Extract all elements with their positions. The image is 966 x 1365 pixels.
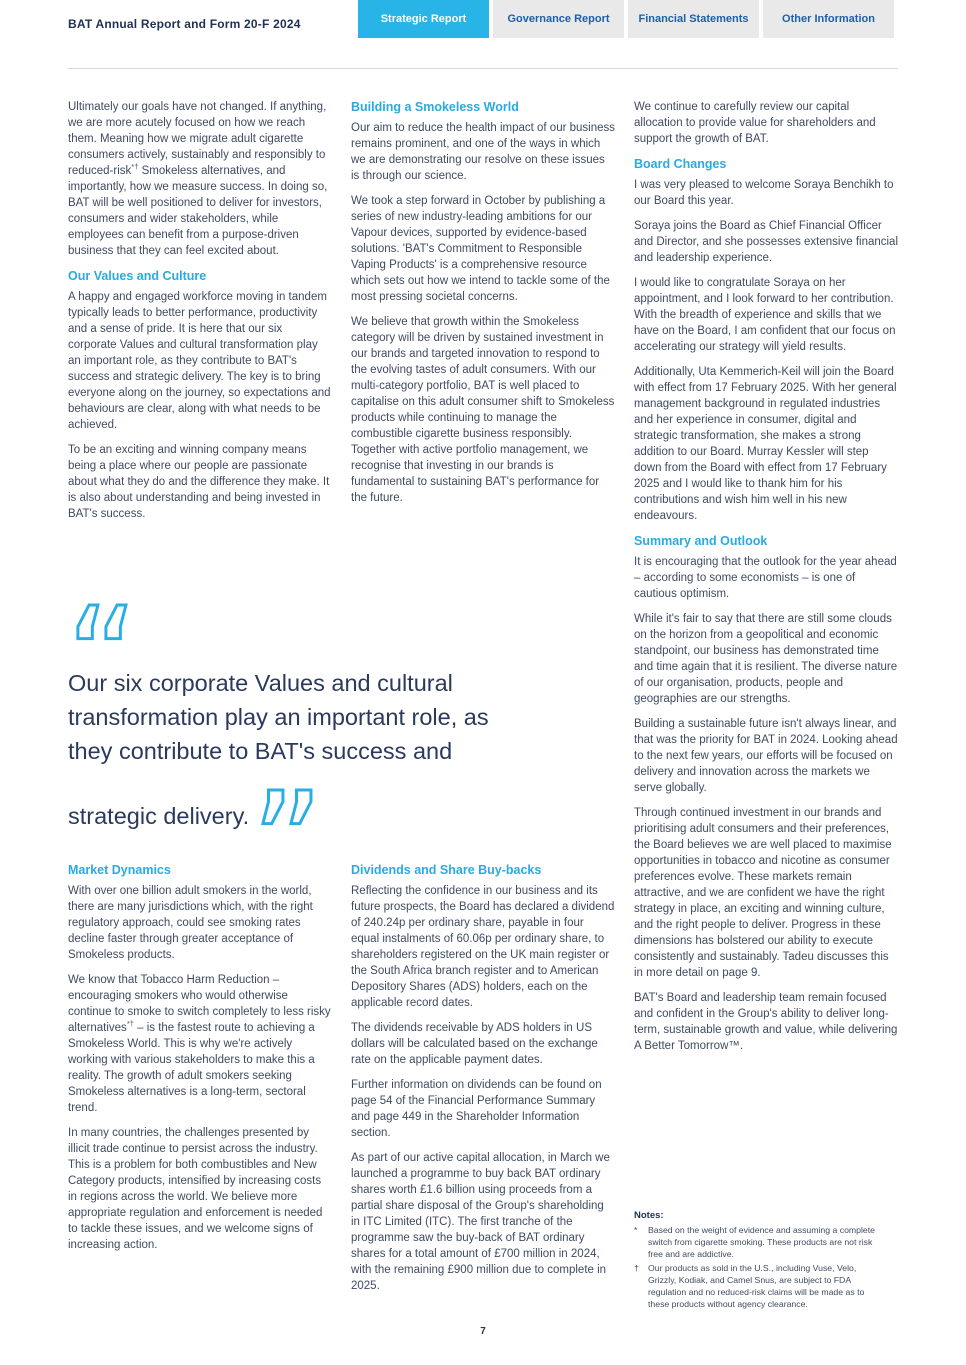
column-2-bottom — [351, 862, 615, 1303]
market-paragraph-2 — [68, 972, 332, 1116]
tab-financial-statements[interactable]: Financial Statements — [628, 0, 759, 38]
summary-paragraph-2: While it's fair to say that there are still some clouds on the horizon from a geopolitical and economic standpoint, our business has demonstrated time and time again that it is resilient. The diverse nature of our organisation, products, people and geographies are our strengths. — [634, 613, 898, 705]
note-item — [634, 1224, 886, 1260]
heading-summary-and-outlook: Summary and Outlook — [634, 534, 768, 548]
column-1-bottom — [68, 862, 332, 1262]
svg-text:”: ” — [251, 763, 324, 926]
report-title: BAT Annual Report and Form 20-F 2024 — [68, 17, 301, 31]
capital-paragraph: We continue to carefully review our capital allocation to provide value for shareholders and support the growth of BAT. — [634, 101, 876, 145]
smokeless-paragraph-1: Our aim to reduce the health impact of our business remains prominent, and one of the ways in which we are demonstrating our resolve on these issues is through our science. — [351, 122, 616, 182]
note-marker: † — [634, 1263, 639, 1273]
heading-our-values-and-culture: Our Values and Culture — [68, 269, 207, 283]
column-2-top — [351, 99, 615, 515]
values-paragraph-1: A happy and engaged workforce moving in tandem typically leads to better performance, productivity and a sense of pride. It is here that our six corporate Values and cultural transformation play an important role, as they contribute to BAT's success and strategic delivery. The key is to bring everyone along on the journey, so expectations and behaviours are clear, along with what needs to be achieved. — [68, 291, 331, 431]
dividends-paragraph-1: Reflecting the confidence in our business and its future prospects, the Board has declared a dividend of 240.24p per ordinary share, payable in four equal instalments of 60.06p per ordinary share, to shareholders registered on the UK main register or the South Africa branch register and to American Depository Shares (ADS) holders, each on the applicable record dates. — [351, 885, 615, 1009]
summary-paragraph-5: BAT's Board and leadership team remain focused and confident in the Group's ability to deliver long-term, sustainable growth and value, while delivering A Better Tomorrow™. — [634, 992, 898, 1052]
report-section-tabs — [358, 0, 894, 38]
summary-paragraph-3: Building a sustainable future isn't always linear, and that was the priority for BAT in 2024. Looking ahead to the next few years, our efforts will be focused on delivery and innovation across the markets we serve globally. — [634, 718, 898, 794]
market-paragraph-3: In many countries, the challenges presented by illicit trade continue to persist across the industry. This is a problem for both combustibles and New Category products, intensified by increasing costs in regions across the world. We believe more appropriate regulation and enforcement is needed to tackle these issues, and we welcome signs of increasing action. — [68, 1127, 323, 1251]
board-paragraph-3: I would like to congratulate Soraya on her appointment, and I look forward to her contribution. With the breadth of experience and skills that we have on the Board, I am confident that our focus on accelerating our strategy will yield results. — [634, 277, 896, 353]
smokeless-paragraph-3: We believe that growth within the Smokeless category will be driven by sustained investment in our brands and targeted innovation to respond to the evolving tastes of adult consumers. With our multi-category portfolio, BAT is well placed to capitalise on this adult consumer shift to Smokeless products while continuing to manage the combustible cigarette business responsibly. Together with active portfolio management, we recognise that investing in our brands is fundamental to sustaining BAT's performance for the future. — [351, 316, 615, 504]
note-item — [634, 1262, 886, 1310]
intro-text-b: Smokeless alternatives, and importantly, how we measure success. In doing so, BAT will be well positioned to deliver for investors, consumers and wider stakeholders, while employees can benefit from a purpose-driven business that they can feel excited about. — [68, 165, 328, 257]
board-paragraph-4: Additionally, Uta Kemmerich-Keil will join the Board with effect from 17 February 2025. With her general management background in regulated industries and her experience in consumer, digital and strategic transformation, she makes a strong addition to our Board. Murray Kessler will step down from the Board with effect from 17 February 2025 and I would like to thank him for his contributions and wish him well in his new endeavours. — [634, 366, 897, 522]
smokeless-paragraph-2: We took a step forward in October by publishing a series of new industry-leading ambitions for our Vapour devices, supported by evidence-based solutions. 'BAT's Commitment to Responsible Vaping Products' is a comprehensive resource which sets out how we intend to tackle some of the most pressing societal concerns. — [351, 195, 610, 303]
intro-paragraph — [68, 99, 332, 259]
page-number: 7 — [480, 1326, 486, 1337]
summary-paragraph-1: It is encouraging that the outlook for the year ahead – according to some economists – is one of cautious optimism. — [634, 556, 897, 600]
heading-market-dynamics: Market Dynamics — [68, 863, 171, 877]
board-paragraph-2: Soraya joins the Board as Chief Financial Officer and Director, and she possesses extensive financial and leadership experience. — [634, 220, 899, 264]
market-paragraph-1: With over one billion adult smokers in the world, there are many jurisdictions which, with the right regulatory approach, could see smoking rates decline faster through greater acceptance of Smokeless products. — [68, 885, 313, 961]
column-1-top — [68, 99, 332, 531]
svg-text:“: “ — [66, 578, 139, 741]
values-paragraph-2: To be an exciting and winning company means being a place where our people are passionate about what they do and the difference they make. It is also about understanding and being invested in BAT's success. — [68, 444, 330, 520]
note-text: Based on the weight of evidence and assuming a complete switch from cigarette smoking. These products are not risk free and are addictive. — [648, 1225, 875, 1259]
summary-paragraph-4: Through continued investment in our brands and prioritising adult consumers and their preferences, the Board believes we are well placed to maximise opportunities in tobacco and nicotine as consumer preferences evolve. These markets remain attractive, and we are confident we have the right strategy in place, an exciting and winning culture, and the right people to deliver. Progress in these dimensions has bolstered our ability to execute consistently and sustainably. Tadeu discusses this in more detail on page 9. — [634, 807, 892, 979]
note-marker: * — [634, 1225, 638, 1235]
heading-board-changes: Board Changes — [634, 157, 727, 171]
column-3 — [634, 99, 898, 1063]
heading-dividends-and-share-buy-backs: Dividends and Share Buy-backs — [351, 863, 542, 877]
intro-text-a: Ultimately our goals have not changed. If anything, we are more acutely focused on how we reach them. Meaning how we migrate adult cigarette consumers actively, sustainably and responsibly to reduced-risk — [68, 101, 327, 177]
market-text-b: – is the fastest route to achieving a Smokeless World. This is why we're actively working with various stakeholders to make this a reality. The growth of adult smokers seeking Smokeless alternatives is a long-term, sectoral trend. — [68, 1022, 315, 1114]
notes-section — [634, 1210, 886, 1312]
tab-strategic-report[interactable]: Strategic Report — [358, 0, 489, 38]
open-quote-icon — [66, 578, 148, 741]
heading-building-a-smokeless-world: Building a Smokeless World — [351, 100, 519, 114]
note-text: Our products as sold in the U.S., including Vuse, Velo, Grizzly, Kodiak, and Camel Snus, are subject to FDA regulation and no reduced-risk claims will be made as to these products without agency clearance. — [648, 1263, 865, 1309]
footnote-marker: *† — [131, 162, 139, 172]
close-quote-icon — [251, 763, 324, 926]
header-divider — [68, 68, 898, 69]
market-text-a: We know that Tobacco Harm Reduction – encouraging smokers who would otherwise continue to smoke to switch completely to less risky alternatives — [68, 974, 331, 1034]
dividends-paragraph-4: As part of our active capital allocation, in March we launched a programme to buy back BAT ordinary shares worth £1.6 billion using proceeds from a partial share disposal of the Group's shareholding in ITC Limited (ITC). The first tranche of the programme saw the buy-back of BAT ordinary shares for a total amount of £700 million in 2024, with the remaining £900 million due to complete in 2025. — [351, 1152, 610, 1292]
dividends-paragraph-2: The dividends receivable by ADS holders in US dollars will be calculated based on the exchange rate on the applicable payment dates. — [351, 1022, 598, 1066]
tab-governance-report[interactable]: Governance Report — [493, 0, 624, 38]
dividends-paragraph-3: Further information on dividends can be found on page 54 of the Financial Performance Summary and page 449 in the Shareholder Information section. — [351, 1079, 602, 1139]
notes-title: Notes: — [634, 1210, 664, 1221]
board-paragraph-1: I was very pleased to welcome Soraya Benchikh to our Board this year. — [634, 179, 894, 207]
footnote-marker: *† — [126, 1019, 134, 1029]
pull-quote-span: Our six corporate Values and cultural transformation play an important role, as they contribute to BAT's success and strategic delivery. — [68, 670, 489, 829]
tab-other-information[interactable]: Other Information — [763, 0, 894, 38]
